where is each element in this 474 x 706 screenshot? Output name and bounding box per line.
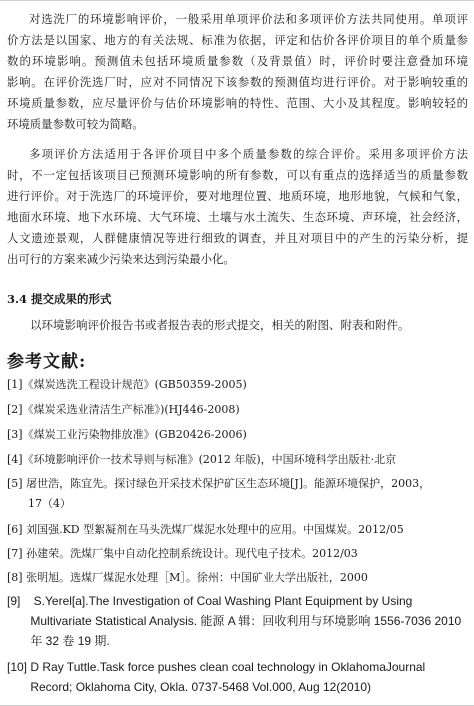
reference-line: [2]《煤炭采选业清洁生产标准》)(HJ446-2008)	[7, 403, 240, 416]
paragraph-multi-evaluation	[7, 144, 468, 269]
section-heading: 3.4 提交成果的形式	[7, 292, 112, 306]
reference-item	[7, 568, 468, 588]
paragraph-line: 环境质量参数，应尽量评价与估价环境影响的特性、范围、大小及其程度。影响较轻的	[7, 95, 468, 110]
reference-line: [10] D Ray Tuttle.Task force pushes clean coal technology in OklahomaJournal	[7, 660, 426, 674]
paragraph-line: 时，不一定包括该项目已预测环境影响的所有参数，可以有重点的选择适当的质量参数	[7, 167, 468, 182]
paragraph-line: 地面水环境、地下水环境、大气环境、土壤与水土流失、生态环境、声环境，社会经济，	[7, 209, 468, 224]
reference-line: Record; Oklahoma City, Okla. 0737-5468 Vol.000, Aug 12(2010)	[7, 680, 371, 694]
reference-line: [1]《煤炭选洗工程设计规范》(GB50359-2005)	[7, 378, 247, 391]
reference-line: [7] 孙建荣。洗煤厂集中自动化控制系统设计。现代电子技术。2012/03	[7, 547, 358, 560]
reference-line: [4]《环境影响评价一技术导则与标准》(2012 年版)，中国环境科学出版社·北京	[7, 453, 397, 466]
reference-item	[7, 544, 468, 564]
reference-line: 年 32 卷 19 期.	[7, 634, 110, 648]
paragraph-line: 环境质量参数可较为简略。	[7, 116, 144, 131]
reference-line: [5] 屠世浩，陈宜先。探讨绿色开采技术保护矿区生态环境[J]。能源环境保护，2003，	[7, 477, 431, 490]
reference-line: [8] 张明旭。选煤厂煤泥水处理［M］。徐州：中国矿业大学出版社，2000	[7, 571, 368, 584]
reference-item	[7, 375, 468, 395]
reference-item	[7, 425, 468, 445]
paragraph-evaluation-methods	[7, 9, 468, 134]
paragraph-line: 价方法是以国家、地方的有关法规、标准为依据，评定和估价各评价项目的单个质量参	[7, 32, 468, 47]
reference-line: [6] 刘国强.KD 型絮凝剂在马头洗煤厂煤泥水处理中的应用。中国煤炭。2012/05	[7, 523, 404, 536]
paragraph-line: 数的环境影响。预测值未包括环境质量参数（及背景值）时，评价时要注意叠加环境	[7, 53, 468, 68]
reference-line: 17（4）	[7, 497, 71, 510]
paragraph-line: 多项评价方法适用于各评价项目中多个质量参数的综合评价。采用多项评价方法	[29, 147, 468, 161]
reference-item	[7, 520, 468, 540]
paragraph-line: 对选洗厂的环境影响评价，一般采用单项评价法和多项评价方法共同使用。单项评	[29, 12, 468, 26]
section-text: 以环境影响评价报告书或者报告表的形式提交，相关的附图、附表和附件。	[30, 318, 410, 332]
reference-item	[7, 474, 468, 514]
reference-item	[7, 591, 468, 651]
reference-line: [3]《煤炭工业污染物排放准》(GB20426-2006)	[7, 428, 247, 441]
reference-item	[7, 657, 468, 697]
paragraph-line: 进行评价。对于洗选厂的环境评价，要对地理位置、地质环境，地形地貌，气候和气象，	[7, 188, 468, 203]
paragraph-line: 人文遗迹景观，人群健康情况等进行细致的调查，并且对项目中的产生的污染分析，提	[7, 230, 468, 245]
paragraph-line: 影响。在评价洗选厂时，应对不同情况下该参数的预测值均进行评价。对于影响较重的	[7, 74, 468, 89]
references-heading: 参考文献:	[7, 352, 87, 372]
reference-item	[7, 450, 468, 470]
paragraph-line: 出可行的方案来减少污染来达到污染最小化。	[7, 251, 235, 266]
reference-line: [9] S.Yerel[a].The Investigation of Coal Washing Plant Equipment by Using	[7, 594, 413, 608]
reference-item	[7, 400, 468, 420]
reference-line: Multivariate Statistical Analysis. 能源 A 辑：回收利用与环境影响 1556-7036 2010	[7, 614, 462, 628]
